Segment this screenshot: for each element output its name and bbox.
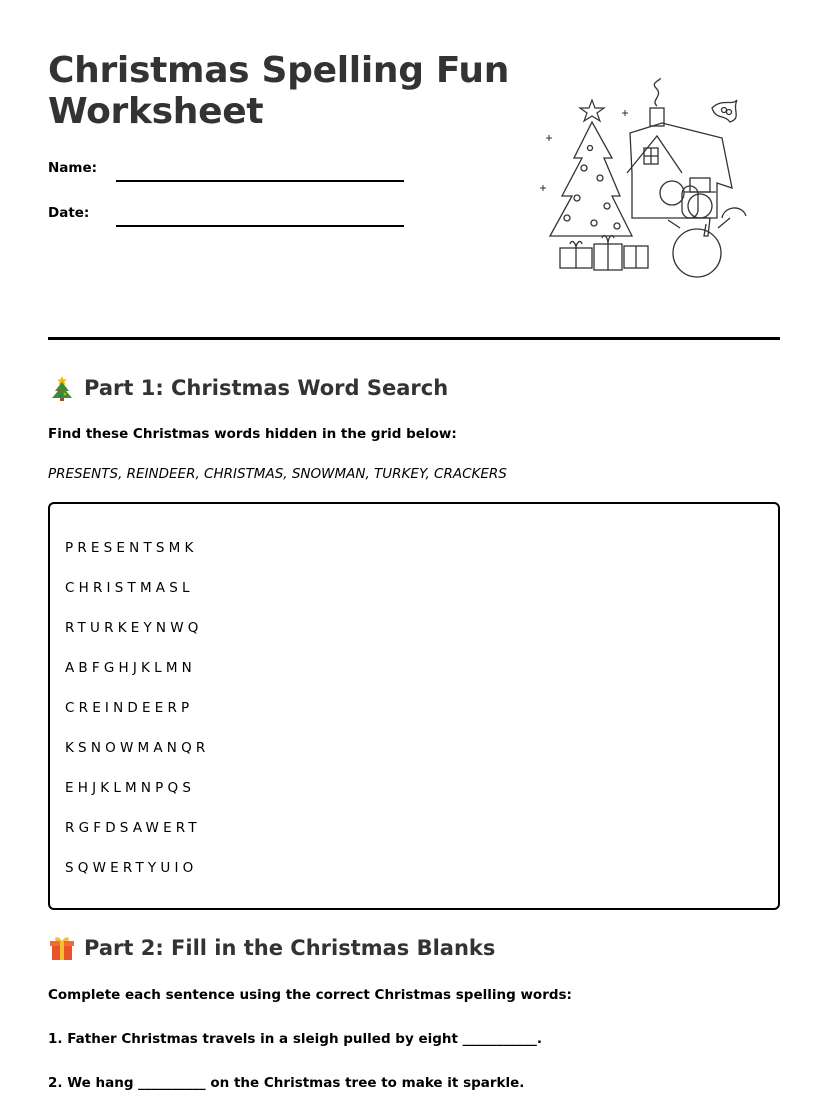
grid-row: PRESENTSMK — [65, 540, 198, 556]
worksheet-title: Christmas Spelling Fun Worksheet — [48, 50, 510, 132]
grid-row: RTURKEYNWQ — [65, 620, 203, 636]
name-label: Name: — [48, 160, 98, 176]
christmas-tree-icon — [48, 374, 76, 402]
fill-blank-sentence: 1. Father Christmas travels in a sleigh pulled by eight ___________. — [48, 1031, 543, 1047]
grid-row: RGFDSAWERT — [65, 820, 201, 836]
name-field-line[interactable] — [116, 180, 404, 182]
section-divider — [48, 337, 780, 340]
fill-blank-sentence: 2. We hang __________ on the Christmas tree to make it sparkle. — [48, 1075, 525, 1091]
part2-instruction: Complete each sentence using the correct Christmas spelling words: — [48, 987, 572, 1003]
grid-row: KSNOWMANQR — [65, 740, 210, 756]
word-list: PRESENTS, REINDEER, CHRISTMAS, SNOWMAN, TURKEY, CRACKERS — [48, 466, 507, 482]
part2-heading-text: Part 2: Fill in the Christmas Blanks — [84, 936, 496, 960]
gift-icon — [48, 934, 76, 962]
word-search-grid — [48, 502, 780, 910]
part1-heading — [48, 374, 448, 402]
grid-row: EHJKLMNPQS — [65, 780, 196, 796]
part1-heading-text: Part 1: Christmas Word Search — [84, 376, 449, 400]
part2-heading — [48, 934, 495, 962]
date-field-line[interactable] — [116, 225, 404, 227]
christmas-house-snowman-illustration — [532, 78, 754, 282]
grid-row: CHRISTMASL — [65, 580, 194, 596]
part1-instruction: Find these Christmas words hidden in the grid below: — [48, 426, 457, 442]
grid-row: ABFGHJKLMN — [65, 660, 196, 676]
date-label: Date: — [48, 205, 90, 221]
grid-row: SQWERTYUIO — [65, 860, 198, 876]
grid-row: CREINDEERP — [65, 700, 194, 716]
